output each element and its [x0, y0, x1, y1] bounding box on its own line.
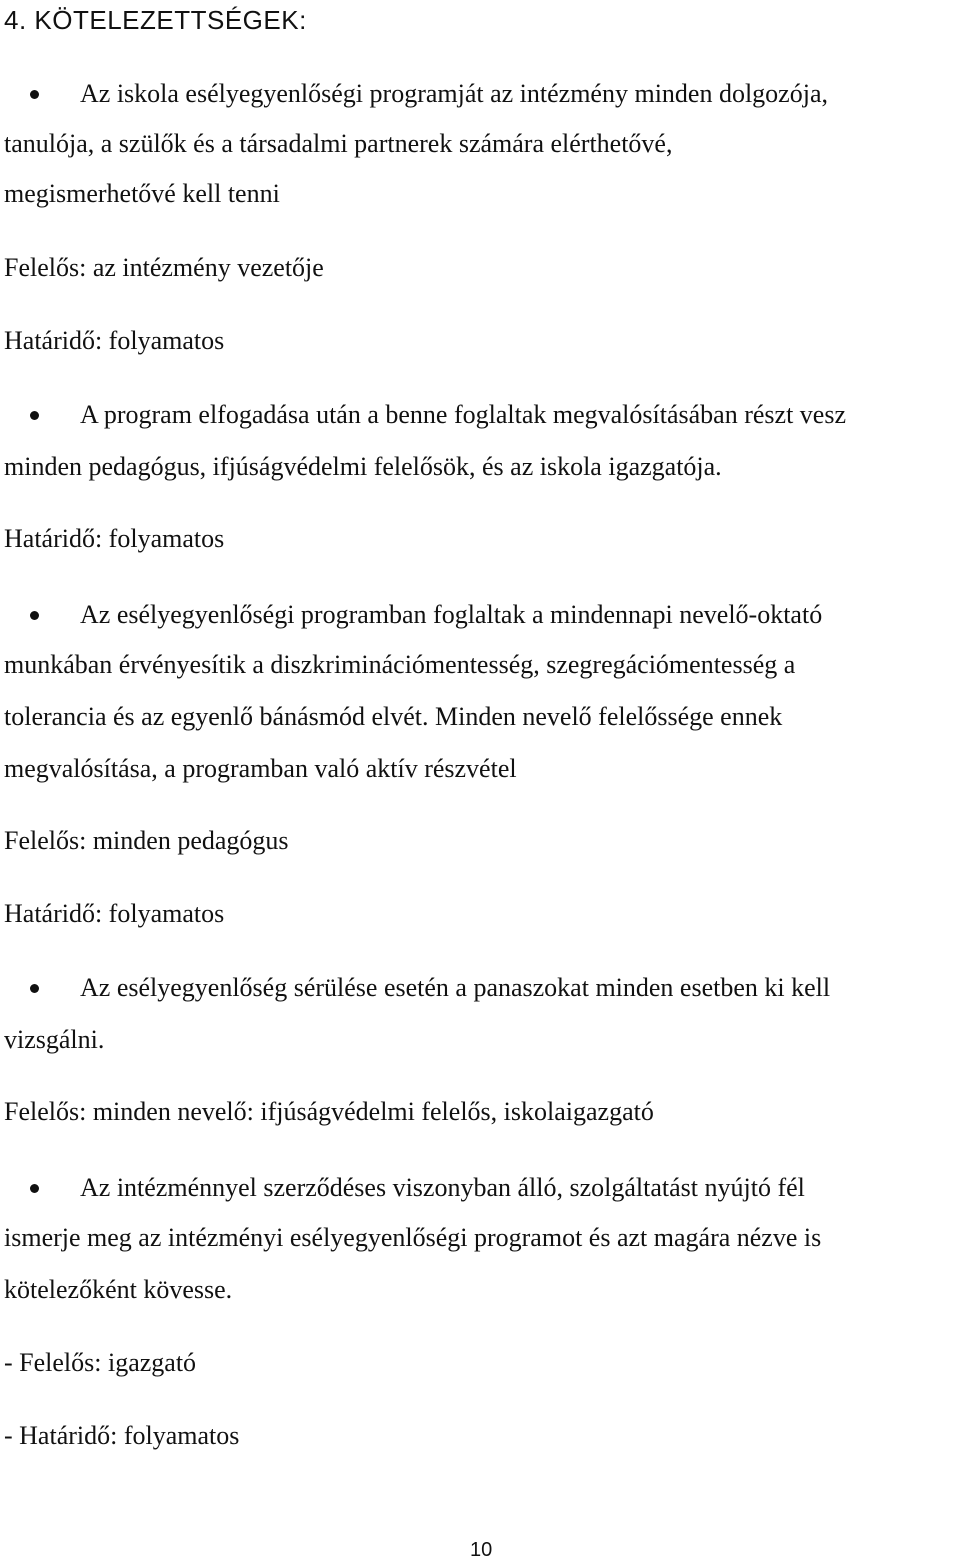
- section-heading: 4. KÖTELEZETTSÉGEK:: [4, 5, 307, 35]
- item-3-line-4: megvalósítása, a programban való aktív részvétel: [4, 754, 517, 783]
- item-3-line-1: Az esélyegyenlőségi programban foglaltak a mindennapi nevelő-oktató: [80, 600, 823, 629]
- item-1-line-3: megismerhetővé kell tenni: [4, 179, 280, 208]
- item-1-hatarido: Határidő: folyamatos: [4, 326, 225, 355]
- bullet-icon: [30, 411, 39, 420]
- item-2-line-2: minden pedagógus, ifjúságvédelmi felelősök, és az iskola igazgatója.: [4, 452, 722, 481]
- item-5-felelos: - Felelős: igazgató: [4, 1348, 197, 1377]
- item-1-felelos: Felelős: az intézmény vezetője: [4, 253, 324, 282]
- item-4-line-1: Az esélyegyenlőség sérülése esetén a panaszokat minden esetben ki kell: [80, 973, 831, 1002]
- item-3-hatarido: Határidő: folyamatos: [4, 899, 225, 928]
- item-4-line-2: vizsgálni.: [4, 1025, 105, 1054]
- item-3-felelos: Felelős: minden pedagógus: [4, 826, 289, 855]
- bullet-icon: [30, 90, 39, 99]
- item-1-line-2: tanulója, a szülők és a társadalmi partnerek számára elérthetővé,: [4, 129, 673, 158]
- item-5-line-1: Az intézménnyel szerződéses viszonyban álló, szolgáltatást nyújtó fél: [80, 1173, 805, 1202]
- page-number: 10: [470, 1539, 493, 1561]
- item-2-line-1: A program elfogadása után a benne foglaltak megvalósításában részt vesz: [80, 400, 846, 429]
- item-5-hatarido: - Határidő: folyamatos: [4, 1421, 240, 1450]
- item-4-felelos: Felelős: minden nevelő: ifjúságvédelmi felelős, iskolaigazgató: [4, 1097, 654, 1126]
- item-5-line-2: ismerje meg az intézményi esélyegyenlőségi programot és azt magára nézve is: [4, 1223, 822, 1252]
- bullet-icon: [30, 611, 39, 620]
- item-2-hatarido: Határidő: folyamatos: [4, 524, 225, 553]
- item-5-line-3: kötelezőként kövesse.: [4, 1275, 233, 1304]
- bullet-icon: [30, 984, 39, 993]
- item-3-line-2: munkában érvényesítik a diszkriminációmentesség, szegregációmentesség a: [4, 650, 796, 679]
- bullet-icon: [30, 1184, 39, 1193]
- item-3-line-3: tolerancia és az egyenlő bánásmód elvét. Minden nevelő felelőssége ennek: [4, 702, 783, 731]
- item-1-line-1: Az iskola esélyegyenlőségi programját az intézmény minden dolgozója,: [80, 79, 828, 108]
